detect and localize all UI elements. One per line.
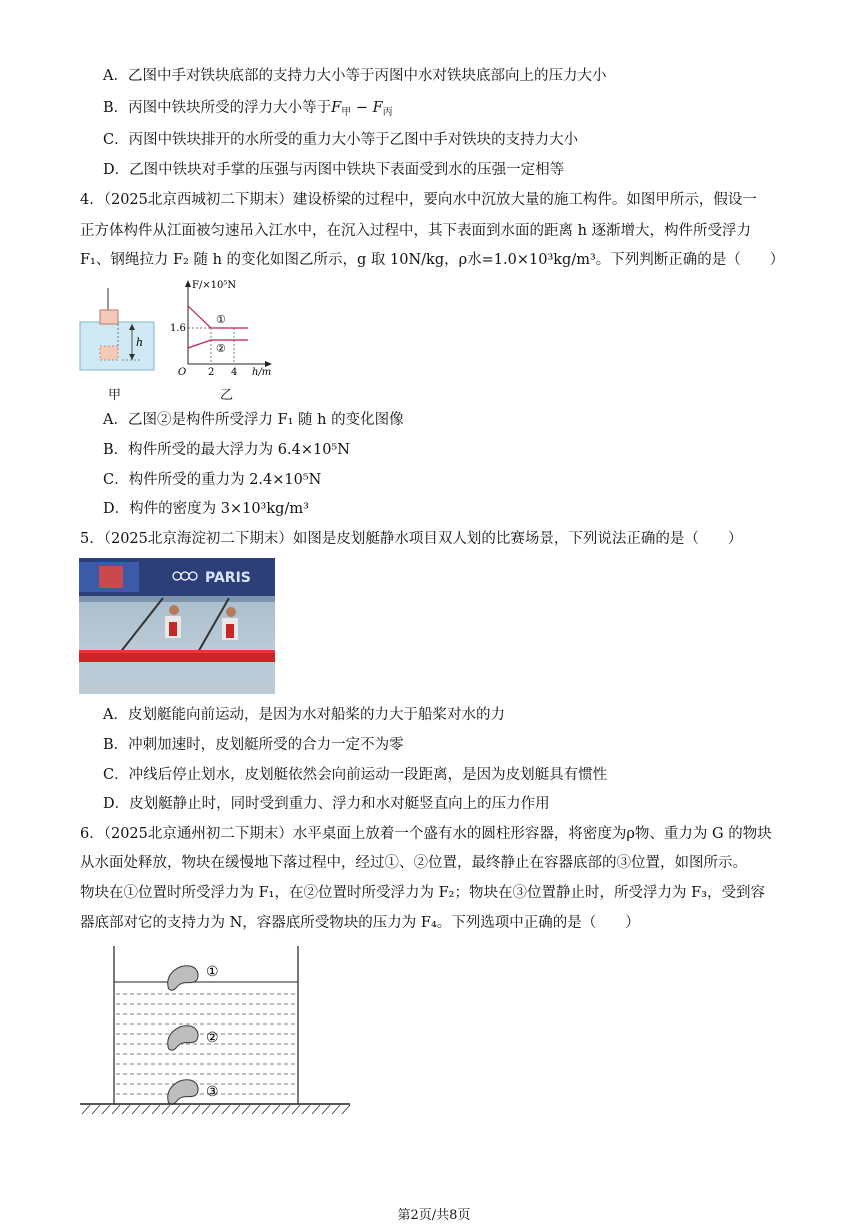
q4-option-a: A．乙图②是构件所受浮力 F₁ 随 h 的变化图像 [103,412,404,428]
q4-stem-line1: 4．（2025北京西城初二下期末）建设桥梁的过程中，要向水中沉放大量的施工构件。如图甲所示，假设一 [80,192,757,208]
q4-graph-origin: O [178,367,187,378]
q4-option-c: C．构件所受的重力为 2.4×10⁵N [103,472,322,488]
q4-figure-jia [78,288,158,378]
q6-stem-line1: 6．（2025北京通州初二下期末）水平桌面上放着一个盛有水的圆柱形容器，将密度为ρ物、重力为 G 的物块 [80,826,772,842]
q4-jia-h-label: h [136,336,144,349]
q4-graph-tick-x1: 2 [208,367,215,378]
q4-graph-tick-x2: 4 [231,367,238,378]
q5-canoe-photo [79,558,275,694]
q6-container-figure [78,944,354,1116]
q4-caption-yi: 乙 [220,388,234,403]
q4-stem-line2: 正方体构件从江面被匀速吊入江水中，在沉入过程中，其下表面到水面的距离 h 逐渐增大，构件所受浮力 [80,223,752,239]
q6-position-1: ① [206,964,219,980]
q3-minus: − [351,100,373,116]
q5-stem: 5．（2025北京海淀初二下期末）如图是皮划艇静水项目双人划的比赛场景，下列说法正确的是（ ） [80,531,743,547]
q4-option-d: D．构件的密度为 3×10³kg/m³ [103,501,309,517]
q4-option-b: B．构件所受的最大浮力为 6.4×10⁵N [103,442,350,458]
q5-photo-paris-text: PARIS [205,570,251,586]
q4-graph-xlabel: h/m [252,367,272,378]
q5-option-b: B．冲刺加速时，皮划艇所受的合力一定不为零 [103,737,404,753]
page-footer: 第2页/共8页 [397,1208,471,1223]
q5-option-a: A．皮划艇能向前运动，是因为水对船桨的力大于船桨对水的力 [103,707,505,723]
q3-f2-sub: 丙 [382,107,393,118]
q4-caption-jia: 甲 [108,388,122,403]
q6-position-3: ③ [206,1084,219,1100]
q3-option-c: C．丙图中铁块排开的水所受的重力大小等于乙图中手对铁块的支持力大小 [103,132,579,148]
q3-f1: F [331,100,342,116]
q3-f1-sub: 甲 [341,107,352,118]
q5-option-d: D．皮划艇静止时，同时受到重力、浮力和水对艇竖直向上的压力作用 [103,796,550,812]
q4-figure-yi [168,276,278,378]
q6-stem-line3: 物块在①位置时所受浮力为 F₁，在②位置时所受浮力为 F₂；物块在③位置静止时，所受浮力为 F₃，受到容 [80,885,765,901]
q3-option-a: A．乙图中手对铁块底部的支持力大小等于丙图中水对铁块底部向上的压力大小 [103,68,607,84]
q6-stem-line2: 从水面处释放，物块在缓慢地下落过程中，经过①、②位置，最终静止在容器底部的③位置，如图所示。 [80,855,747,871]
q3-f2: F [372,100,383,116]
q4-graph-label-1: ① [216,313,226,326]
q6-stem-line4: 器底部对它的支持力为 N，容器底所受物块的压力为 F₄。下列选项中正确的是（ ） [80,915,640,931]
q4-graph-tick-y: 1.6 [170,323,186,334]
q4-graph-ylabel: F/×10⁵N [192,280,237,291]
q3-option-d: D．乙图中铁块对手掌的压强与丙图中铁块下表面受到水的压强一定相等 [103,162,565,178]
q6-position-2: ② [206,1030,219,1046]
q5-option-c: C．冲线后停止划水，皮划艇依然会向前运动一段距离，是因为皮划艇具有惯性 [103,767,608,783]
q4-stem-line3: F₁、钢绳拉力 F₂ 随 h 的变化如图乙所示，g 取 10N/kg，ρ水=1.0×10³kg/m³。下列判断正确的是（ ） [80,252,785,268]
q4-graph-label-2: ② [216,342,226,355]
q3-option-b [103,98,393,123]
q3-option-b-text: B．丙图中铁块所受的浮力大小等于 [103,100,332,116]
